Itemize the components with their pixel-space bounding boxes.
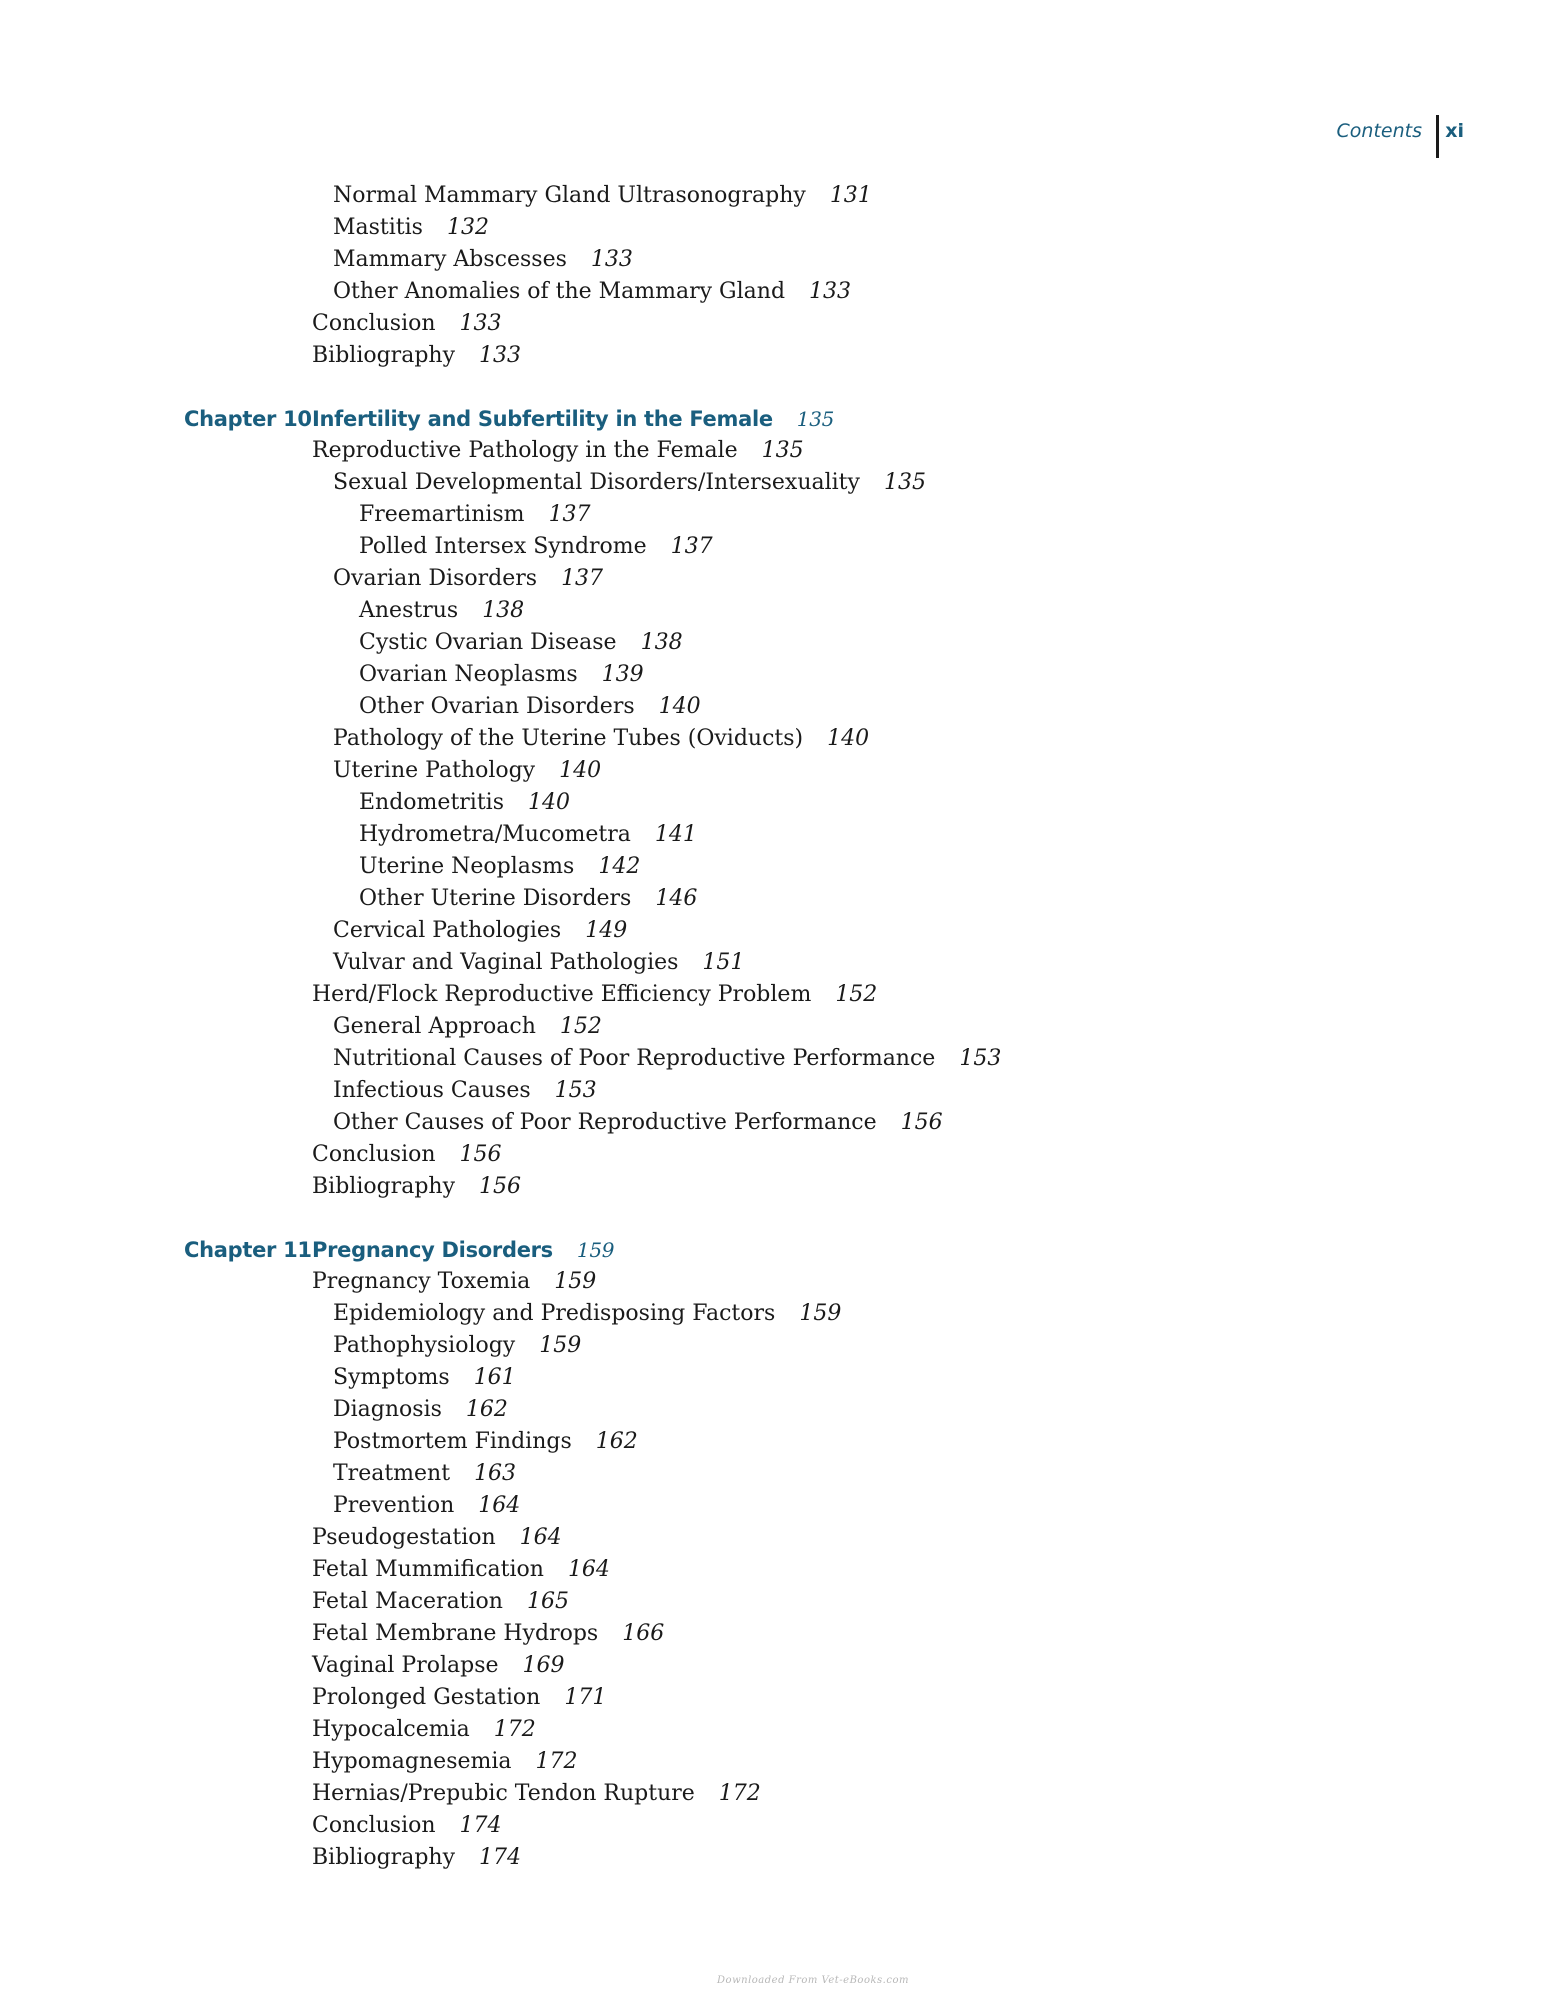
toc-entry-page: 131 bbox=[829, 183, 872, 208]
toc-entry-title: Normal Mammary Gland Ultrasonography bbox=[333, 183, 806, 208]
toc-entry-page: 133 bbox=[479, 343, 521, 368]
toc-entry-title: Other Anomalies of the Mammary Gland bbox=[333, 279, 786, 304]
toc-entry[interactable] bbox=[0, 1842, 1556, 1874]
toc-entry[interactable] bbox=[0, 883, 1556, 915]
toc-entry-title: Fetal Membrane Hydrops bbox=[312, 1621, 599, 1646]
toc-entry-page: 149 bbox=[585, 918, 628, 943]
toc-entry-title: Other Uterine Disorders bbox=[359, 886, 632, 911]
toc-entry-page: 138 bbox=[482, 598, 525, 623]
toc-entry-page: 165 bbox=[526, 1589, 569, 1614]
toc-entry-page: 159 bbox=[539, 1333, 582, 1358]
toc-entry[interactable] bbox=[0, 276, 1556, 308]
toc-entry[interactable] bbox=[0, 1043, 1556, 1075]
toc-entry-title: Mammary Abscesses bbox=[333, 247, 567, 272]
toc-entry[interactable] bbox=[0, 1778, 1556, 1810]
toc-entry-page: 152 bbox=[835, 982, 878, 1007]
toc-entry[interactable] bbox=[0, 531, 1556, 563]
toc-entry-page: 162 bbox=[465, 1397, 508, 1422]
toc-entry[interactable] bbox=[0, 244, 1556, 276]
chapter-number: Chapter 10 bbox=[184, 407, 312, 431]
toc-entry[interactable] bbox=[0, 308, 1556, 340]
toc-entry-page: 159 bbox=[799, 1301, 842, 1326]
toc-entry-page: 140 bbox=[827, 726, 870, 751]
toc-entry[interactable] bbox=[0, 659, 1556, 691]
toc-entry-title: Endometritis bbox=[359, 790, 504, 815]
toc-entry[interactable] bbox=[0, 819, 1556, 851]
toc-entry-page: 174 bbox=[479, 1845, 521, 1870]
section-spacer bbox=[0, 1203, 1556, 1234]
toc-entry[interactable] bbox=[0, 1650, 1556, 1682]
toc-entry-page: 132 bbox=[446, 215, 489, 240]
toc-entry-page: 138 bbox=[640, 630, 683, 655]
section-spacer bbox=[0, 372, 1556, 403]
toc-entry-page: 140 bbox=[559, 758, 602, 783]
toc-entry-page: 172 bbox=[493, 1717, 536, 1742]
chapter-number: Chapter 11 bbox=[184, 1238, 312, 1262]
toc-entry-page: 137 bbox=[670, 534, 713, 559]
toc-entry-page: 135 bbox=[761, 438, 804, 463]
chapter-title-group bbox=[312, 403, 834, 435]
toc-entry-title: Uterine Pathology bbox=[333, 758, 536, 783]
toc-entry-title: Prolonged Gestation bbox=[312, 1685, 541, 1710]
toc-entry[interactable] bbox=[0, 755, 1556, 787]
toc-entry[interactable] bbox=[0, 1011, 1556, 1043]
toc-entry-title: Hypomagnesemia bbox=[312, 1749, 512, 1774]
chapter-heading[interactable] bbox=[0, 403, 1556, 435]
toc-entry-title: Epidemiology and Predisposing Factors bbox=[333, 1301, 776, 1326]
page-number: xi bbox=[1445, 120, 1464, 142]
toc-entry-title: Uterine Neoplasms bbox=[359, 854, 575, 879]
toc-entry-page: 137 bbox=[561, 566, 604, 591]
toc-entry-title: Fetal Maceration bbox=[312, 1589, 503, 1614]
toc-entry-title: Anestrus bbox=[359, 598, 459, 623]
chapter-page: 159 bbox=[576, 1238, 615, 1262]
toc-entry-page: 152 bbox=[559, 1014, 602, 1039]
toc-entry-page: 140 bbox=[528, 790, 570, 815]
toc-entry-title: Pregnancy Toxemia bbox=[312, 1269, 531, 1294]
toc-entry-page: 156 bbox=[900, 1110, 943, 1135]
toc-entry-page: 137 bbox=[548, 502, 591, 527]
footer-watermark bbox=[0, 1975, 1556, 1986]
toc-entry-title: General Approach bbox=[333, 1014, 536, 1039]
toc-entry-title: Bibliography bbox=[312, 1174, 455, 1199]
toc-entry[interactable] bbox=[0, 851, 1556, 883]
toc-entry[interactable] bbox=[0, 1171, 1556, 1203]
toc-entry-page: 151 bbox=[702, 950, 745, 975]
toc-entry[interactable] bbox=[0, 1746, 1556, 1778]
toc-entry[interactable] bbox=[0, 1139, 1556, 1171]
toc-entry[interactable] bbox=[0, 1810, 1556, 1842]
toc-entry-title: Vulvar and Vaginal Pathologies bbox=[333, 950, 679, 975]
toc-entry[interactable] bbox=[0, 1394, 1556, 1426]
running-head-divider bbox=[1436, 115, 1439, 158]
toc-entry[interactable] bbox=[0, 595, 1556, 627]
toc-entry-page: 135 bbox=[883, 470, 926, 495]
toc-entry-title: Conclusion bbox=[312, 1813, 436, 1838]
toc-entry-title: Sexual Developmental Disorders/Intersexuality bbox=[333, 470, 860, 495]
toc-entry-page: 169 bbox=[522, 1653, 565, 1678]
chapter-heading[interactable] bbox=[0, 1234, 1556, 1266]
toc-entry-title: Mastitis bbox=[333, 215, 423, 240]
toc-entry[interactable] bbox=[0, 1330, 1556, 1362]
toc-entry-page: 156 bbox=[479, 1174, 521, 1199]
running-head bbox=[0, 112, 1464, 158]
toc-entry-page: 146 bbox=[655, 886, 698, 911]
toc-entry[interactable] bbox=[0, 1586, 1556, 1618]
toc-entry[interactable] bbox=[0, 1426, 1556, 1458]
toc-entry-title: Polled Intersex Syndrome bbox=[359, 534, 647, 559]
toc-entry[interactable] bbox=[0, 787, 1556, 819]
toc-entry[interactable] bbox=[0, 1682, 1556, 1714]
toc-entry-title: Treatment bbox=[333, 1461, 451, 1486]
toc-entry-page: 164 bbox=[478, 1493, 521, 1518]
toc-entry-title: Conclusion bbox=[312, 311, 436, 336]
toc-entry-title: Other Ovarian Disorders bbox=[359, 694, 635, 719]
chapter-title: Infertility and Subfertility in the Female bbox=[312, 407, 773, 431]
toc-entry-title: Infectious Causes bbox=[333, 1078, 531, 1103]
toc-entry[interactable] bbox=[0, 1107, 1556, 1139]
toc-entry-title: Cystic Ovarian Disease bbox=[359, 630, 617, 655]
toc-entry[interactable] bbox=[0, 723, 1556, 755]
toc-entry-page: 172 bbox=[718, 1781, 761, 1806]
toc-entry-page: 174 bbox=[459, 1813, 502, 1838]
toc-entry-page: 156 bbox=[459, 1142, 502, 1167]
toc-entry-title: Pseudogestation bbox=[312, 1525, 496, 1550]
toc-entry-page: 142 bbox=[598, 854, 641, 879]
toc-entry-title: Herd/Flock Reproductive Efficiency Problem bbox=[312, 982, 812, 1007]
toc-entry-page: 161 bbox=[473, 1365, 516, 1390]
watermark-text: Downloaded From Vet-eBooks.com bbox=[717, 1975, 909, 1986]
toc-entry-page: 141 bbox=[654, 822, 697, 847]
toc-entry-title: Symptoms bbox=[333, 1365, 450, 1390]
toc-entry-title: Hydrometra/Mucometra bbox=[359, 822, 631, 847]
toc-entry-title: Reproductive Pathology in the Female bbox=[312, 438, 738, 463]
toc-entry-page: 153 bbox=[959, 1046, 1002, 1071]
toc-entry[interactable] bbox=[0, 1075, 1556, 1107]
toc-entry[interactable] bbox=[0, 1714, 1556, 1746]
toc-entry[interactable] bbox=[0, 979, 1556, 1011]
toc-entry[interactable] bbox=[0, 435, 1556, 467]
toc-entry-page: 171 bbox=[564, 1685, 607, 1710]
toc-entry-page: 172 bbox=[535, 1749, 578, 1774]
toc-entry[interactable] bbox=[0, 1522, 1556, 1554]
toc-entry-title: Diagnosis bbox=[333, 1397, 442, 1422]
toc-entry[interactable] bbox=[0, 499, 1556, 531]
toc-entry-page: 153 bbox=[554, 1078, 597, 1103]
toc-entry-title: Cervical Pathologies bbox=[333, 918, 562, 943]
toc-entry-page: 140 bbox=[658, 694, 701, 719]
toc-entry-title: Hypocalcemia bbox=[312, 1717, 470, 1742]
toc-entry[interactable] bbox=[0, 1458, 1556, 1490]
toc-entry-title: Conclusion bbox=[312, 1142, 436, 1167]
toc-entry-title: Hernias/Prepubic Tendon Rupture bbox=[312, 1781, 695, 1806]
toc-entry[interactable] bbox=[0, 1362, 1556, 1394]
toc-entry-title: Fetal Mummification bbox=[312, 1557, 544, 1582]
toc-entry[interactable] bbox=[0, 1490, 1556, 1522]
toc-entry[interactable] bbox=[0, 1266, 1556, 1298]
toc-entry-title: Ovarian Neoplasms bbox=[359, 662, 578, 687]
toc-entry-title: Pathophysiology bbox=[333, 1333, 516, 1358]
toc-entry-page: 159 bbox=[554, 1269, 597, 1294]
toc-entry[interactable] bbox=[0, 467, 1556, 499]
toc-entry[interactable] bbox=[0, 212, 1556, 244]
toc-entry-title: Bibliography bbox=[312, 1845, 455, 1870]
toc-entry-title: Nutritional Causes of Poor Reproductive Performance bbox=[333, 1046, 936, 1071]
toc-entry-title: Other Causes of Poor Reproductive Performance bbox=[333, 1110, 877, 1135]
toc-entry-page: 166 bbox=[622, 1621, 665, 1646]
toc-entry[interactable] bbox=[0, 1554, 1556, 1586]
toc-entry-title: Vaginal Prolapse bbox=[312, 1653, 499, 1678]
toc-entry-title: Prevention bbox=[333, 1493, 455, 1518]
toc-entry-title: Freemartinism bbox=[359, 502, 525, 527]
toc-entry-title: Ovarian Disorders bbox=[333, 566, 538, 591]
toc-entry-page: 162 bbox=[595, 1429, 638, 1454]
toc-entry-page: 164 bbox=[567, 1557, 610, 1582]
toc-entry-title: Pathology of the Uterine Tubes (Oviducts) bbox=[333, 726, 804, 751]
toc-entry[interactable] bbox=[0, 627, 1556, 659]
toc-entry-title: Postmortem Findings bbox=[333, 1429, 572, 1454]
toc-entry[interactable] bbox=[0, 1618, 1556, 1650]
chapter-title: Pregnancy Disorders bbox=[312, 1238, 553, 1262]
toc-entry[interactable] bbox=[0, 563, 1556, 595]
toc-entry[interactable] bbox=[0, 947, 1556, 979]
toc-entry[interactable] bbox=[0, 1298, 1556, 1330]
toc-entry-page: 139 bbox=[601, 662, 644, 687]
chapter-page: 135 bbox=[796, 407, 835, 431]
toc-entry-page: 133 bbox=[590, 247, 633, 272]
toc-entry[interactable] bbox=[0, 340, 1556, 372]
chapter-title-group bbox=[312, 1234, 614, 1266]
running-head-section: Contents bbox=[1336, 120, 1422, 142]
table-of-contents bbox=[0, 180, 1556, 1874]
toc-entry-page: 133 bbox=[459, 311, 502, 336]
toc-entry-page: 163 bbox=[474, 1461, 517, 1486]
toc-entry[interactable] bbox=[0, 180, 1556, 212]
toc-entry[interactable] bbox=[0, 915, 1556, 947]
toc-entry-page: 164 bbox=[519, 1525, 562, 1550]
toc-entry-title: Bibliography bbox=[312, 343, 455, 368]
toc-entry-page: 133 bbox=[809, 279, 852, 304]
toc-entry[interactable] bbox=[0, 691, 1556, 723]
